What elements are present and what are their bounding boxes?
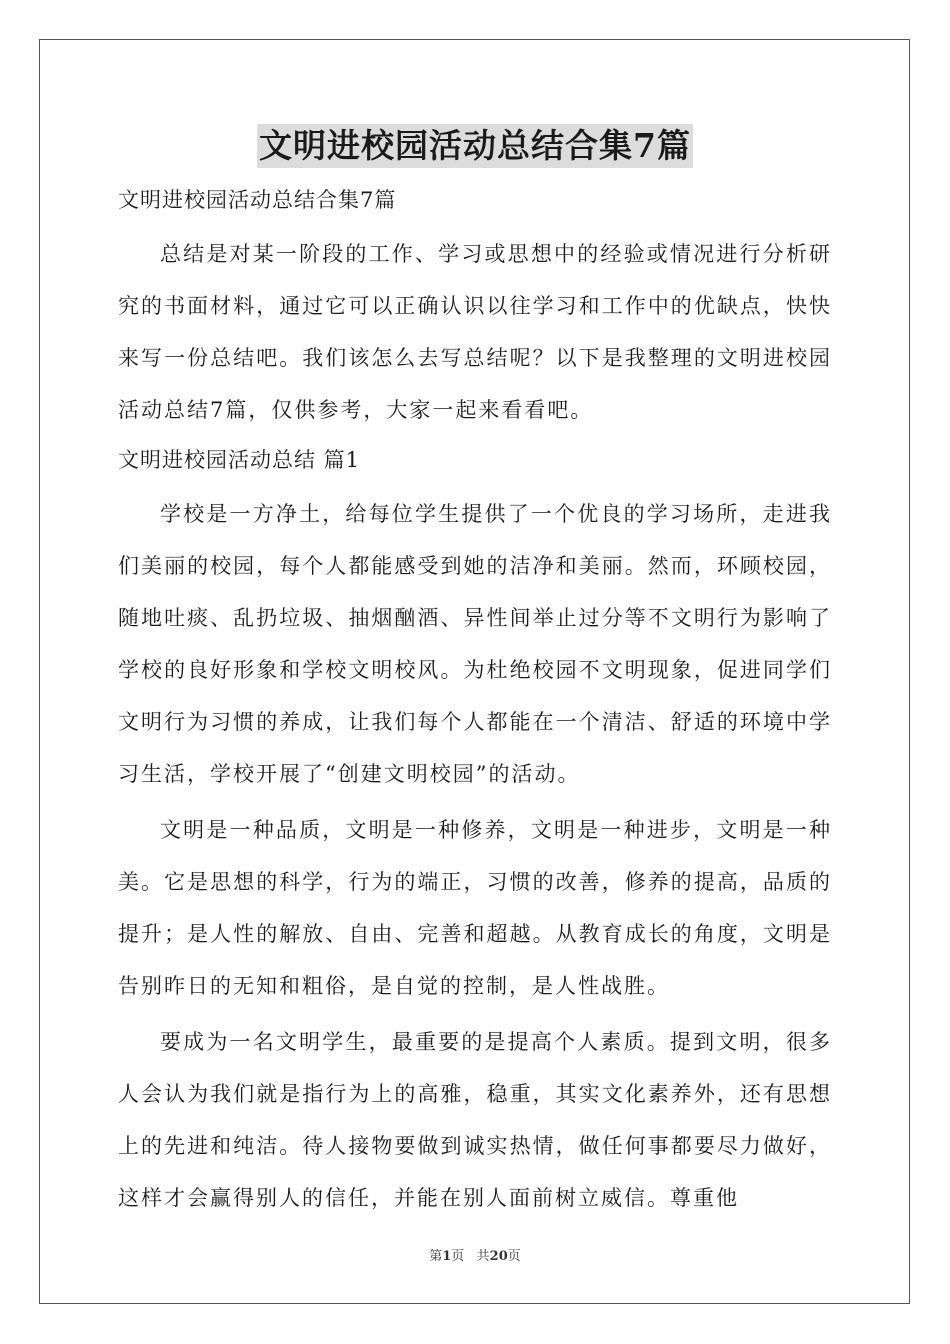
body-paragraph: 学校是一方净土，给每位学生提供了一个优良的学习场所，走进我们美丽的校园，每个人都能感受到她的洁净和美丽。然而，环顾校园，随地吐痰、乱扔垃圾、抽烟酗酒、异性间举止过分等不文明行为影响了学校的良好形象和学校文明校风。为杜绝校园不文明现象，促进同学们文明行为习惯的养成，让我们每个人都能在一个清洁、舒适的环境中学习生活，学校开展了“创建文明校园”的活动。 [118,502,832,786]
document-subtitle: 文明进校园活动总结合集7篇 [118,188,397,212]
section-heading: 文明进校园活动总结 篇1 [118,448,361,472]
footer-suffix: 页 [507,1249,521,1264]
document-body [118,180,832,1224]
title-container [0,124,950,168]
body-paragraph: 文明是一种品质，文明是一种修养，文明是一种进步，文明是一种美。它是思想的科学，行为的端正，习惯的改善，修养的提高，品质的提升；是人性的解放、自由、完善和超越。从教育成长的角度，文明是告别昨日的无知和粗俗，是自觉的控制，是人性战胜。 [118,818,832,998]
footer-prefix: 第 [429,1249,443,1264]
footer-current-page: 1 [442,1249,452,1264]
body-paragraph: 要成为一名文明学生，最重要的是提高个人素质。提到文明，很多人会认为我们就是指行为上的高雅，稳重，其实文化素养外，还有思想上的先进和纯洁。待人接物要做到诚实热情，做任何事都要尽力做好，这样才会赢得别人的信任，并能在别人面前树立威信。尊重他 [118,1030,832,1210]
page-footer [0,1245,950,1264]
footer-total-pages: 20 [489,1249,508,1264]
intro-paragraph: 总结是对某一阶段的工作、学习或思想中的经验或情况进行分析研究的书面材料，通过它可以正确认识以往学习和工作中的优缺点，快快来写一份总结吧。我们该怎么去写总结呢？以下是我整理的文明进校园活动总结7篇，仅供参考，大家一起来看看吧。 [118,242,832,422]
footer-mid: 页 共 [451,1249,490,1264]
document-title: 文明进校园活动总结合集7篇 [257,124,693,168]
